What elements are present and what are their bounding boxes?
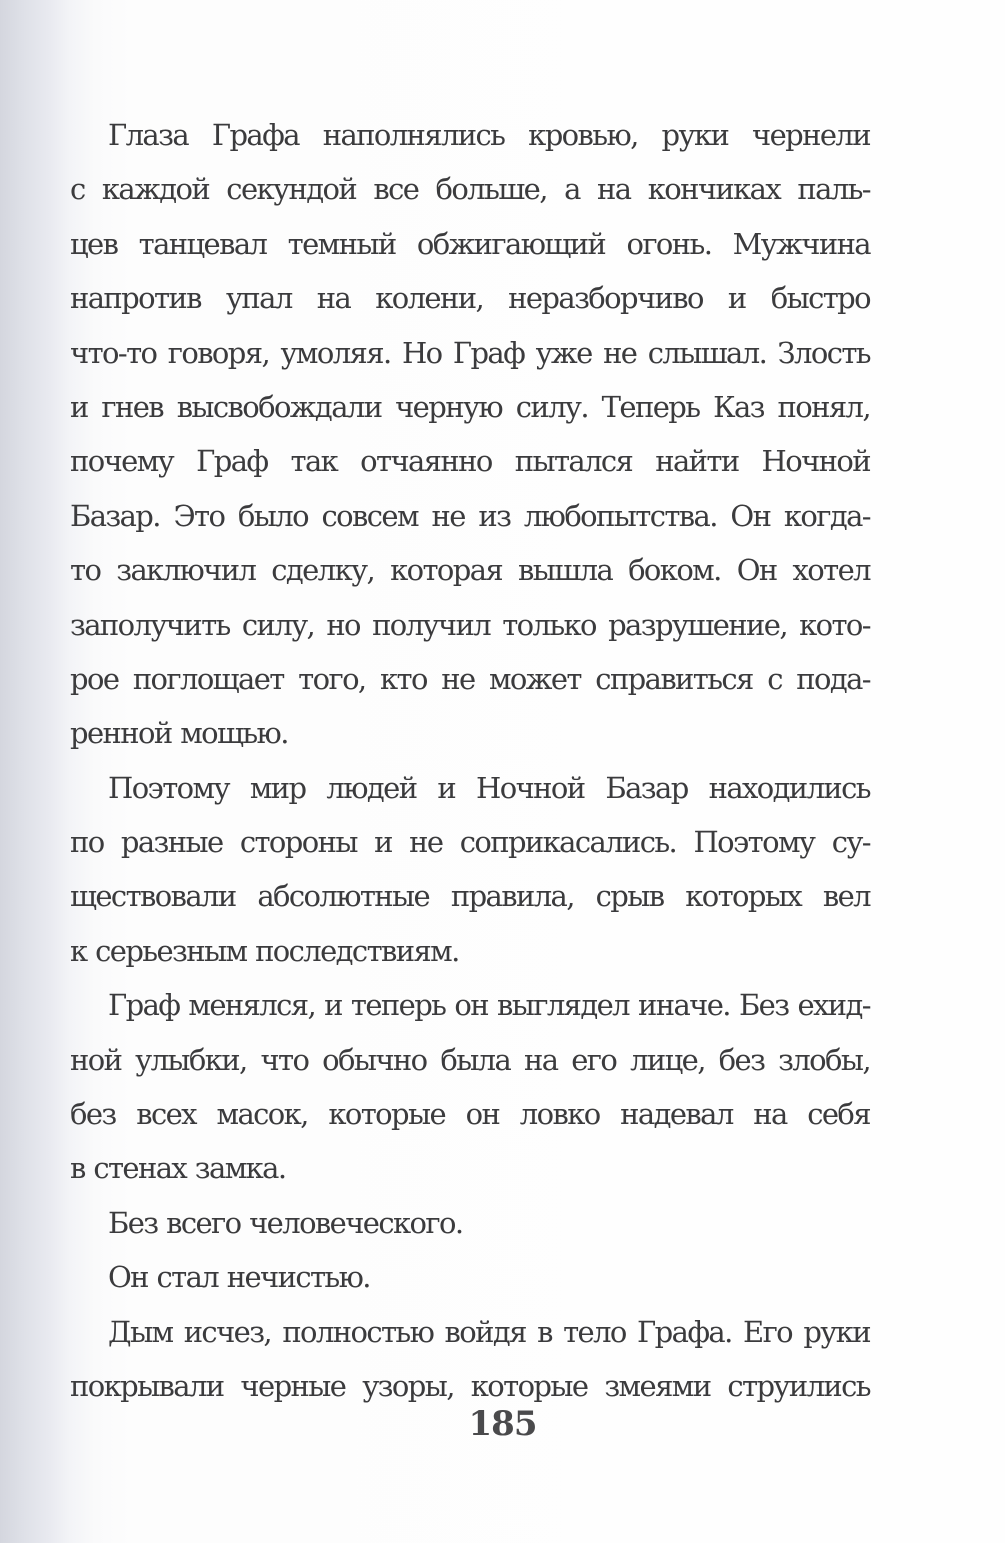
text-line: покрывали черные узоры, которые змеями струились bbox=[70, 1368, 870, 1403]
paragraph bbox=[70, 1250, 870, 1304]
paragraph bbox=[70, 1196, 870, 1250]
text-line: ществовали абсолютные правила, срыв которых вел bbox=[70, 879, 870, 914]
body-text bbox=[70, 108, 870, 1413]
paragraph bbox=[70, 108, 870, 761]
text-line: Поэтому мир людей и Ночной Базар находились bbox=[108, 770, 870, 805]
text-line: Дым исчез, полностью войдя в тело Графа. Его руки bbox=[108, 1314, 870, 1349]
paragraph bbox=[70, 761, 870, 979]
text-line: в стенах замка. bbox=[70, 1151, 286, 1186]
text-line: к серьезным последствиям. bbox=[70, 933, 459, 968]
text-line: что-то говоря, умоляя. Но Граф уже не слышал. Злость bbox=[70, 335, 870, 370]
text-line: и гнев высвобождали черную силу. Теперь Каз понял, bbox=[70, 389, 870, 424]
text-line: Граф менялся, и теперь он выглядел иначе. Без ехид- bbox=[108, 988, 870, 1023]
text-line: цев танцевал темный обжигающий огонь. Мужчина bbox=[70, 226, 870, 261]
text-line: по разные стороны и не соприкасались. Поэтому су- bbox=[70, 825, 870, 860]
text-line: Он стал нечистью. bbox=[108, 1260, 370, 1295]
text-line: без всех масок, которые он ловко надевал на себя bbox=[70, 1097, 870, 1132]
page-number: 185 bbox=[468, 1404, 537, 1444]
paragraph bbox=[70, 1305, 870, 1414]
text-line: ренной мощью. bbox=[70, 716, 288, 751]
text-line: Без всего человеческого. bbox=[108, 1205, 463, 1240]
text-line: почему Граф так отчаянно пытался найти Ночной bbox=[70, 444, 870, 479]
text-line: с каждой секундой все больше, а на кончиках паль- bbox=[70, 172, 870, 207]
text-line: то заключил сделку, которая вышла боком. Он хотел bbox=[70, 553, 870, 588]
paragraph bbox=[70, 978, 870, 1196]
text-line: Базар. Это было совсем не из любопытства. Он когда- bbox=[70, 498, 870, 533]
text-line: ной улыбки, что обычно была на его лице, без злобы, bbox=[70, 1042, 870, 1077]
text-line: Глаза Графа наполнялись кровью, руки чернели bbox=[108, 118, 870, 152]
text-line: рое поглощает того, кто не может справиться с пода- bbox=[70, 661, 870, 696]
text-line: напротив упал на колени, неразборчиво и быстро bbox=[70, 281, 870, 316]
text-line: заполучить силу, но получил только разрушение, кото- bbox=[70, 607, 870, 642]
